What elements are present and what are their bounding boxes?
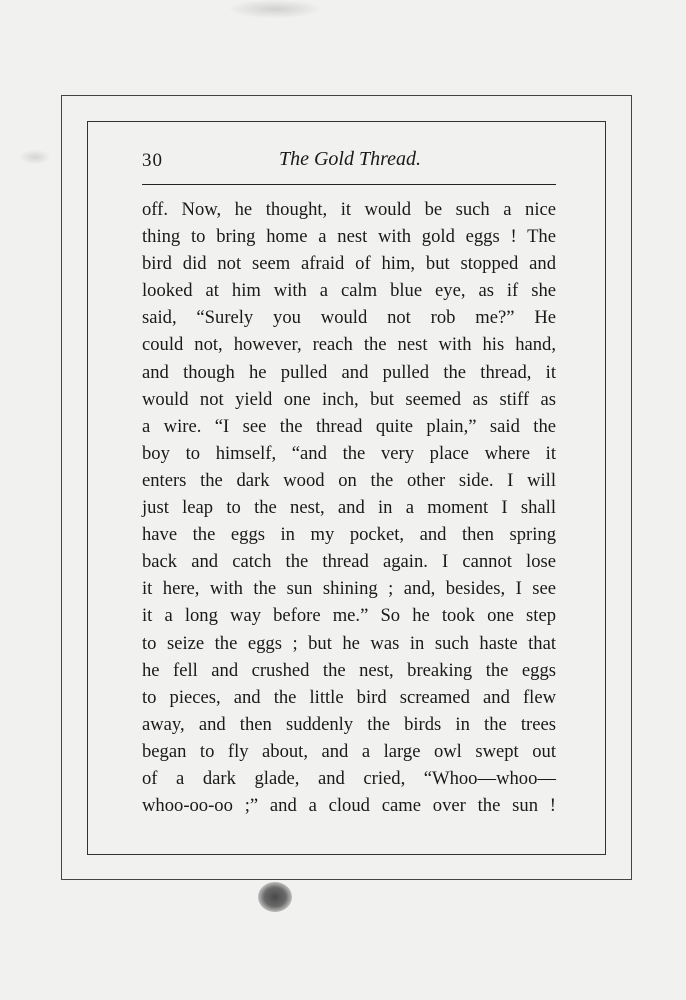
text-line: he fell and crushed the nest, breaking the eggs <box>142 659 556 681</box>
page-smudge <box>230 0 320 18</box>
ink-blot <box>258 882 292 912</box>
text-line: back and catch the thread again. I cannot lose <box>142 551 556 573</box>
text-line: of a dark glade, and cried, “Whoo—whoo— <box>142 767 556 789</box>
text-line: boy to himself, “and the very place where it <box>142 442 556 464</box>
page-header <box>142 148 558 178</box>
body-text <box>142 196 556 819</box>
text-line: said, “Surely you would not rob me?” He <box>142 307 556 329</box>
text-line: it here, with the sun shining ; and, besides, I see <box>142 578 556 600</box>
text-line: just leap to the nest, and in a moment I shall <box>142 497 556 519</box>
running-title: The Gold Thread. <box>278 148 422 170</box>
text-line: a wire. “I see the thread quite plain,” said the <box>142 415 556 437</box>
text-line: and though he pulled and pulled the thread, it <box>142 361 556 383</box>
text-line: thing to bring home a nest with gold eggs ! The <box>142 226 556 248</box>
text-line: whoo-oo-oo ;” and a cloud came over the sun ! <box>142 795 556 817</box>
text-line: looked at him with a calm blue eye, as if she <box>142 280 556 302</box>
text-line: began to fly about, and a large owl swept out <box>142 740 556 762</box>
text-line: could not, however, reach the nest with his hand, <box>142 334 556 356</box>
text-line: enters the dark wood on the other side. I will <box>142 469 556 491</box>
page-smudge <box>20 150 50 164</box>
text-line: would not yield one inch, but seemed as stiff as <box>142 388 556 410</box>
text-line: to seize the eggs ; but he was in such haste that <box>142 632 556 654</box>
text-line: to pieces, and the little bird screamed and flew <box>142 686 556 708</box>
text-line: off. Now, he thought, it would be such a nice <box>142 199 556 220</box>
page-number: 30 <box>142 150 163 171</box>
text-line: bird did not seem afraid of him, but stopped and <box>142 253 556 275</box>
text-line: it a long way before me.” So he took one step <box>142 605 556 627</box>
text-line: have the eggs in my pocket, and then spring <box>142 524 556 546</box>
header-rule <box>142 184 556 185</box>
text-line: away, and then suddenly the birds in the trees <box>142 713 556 735</box>
